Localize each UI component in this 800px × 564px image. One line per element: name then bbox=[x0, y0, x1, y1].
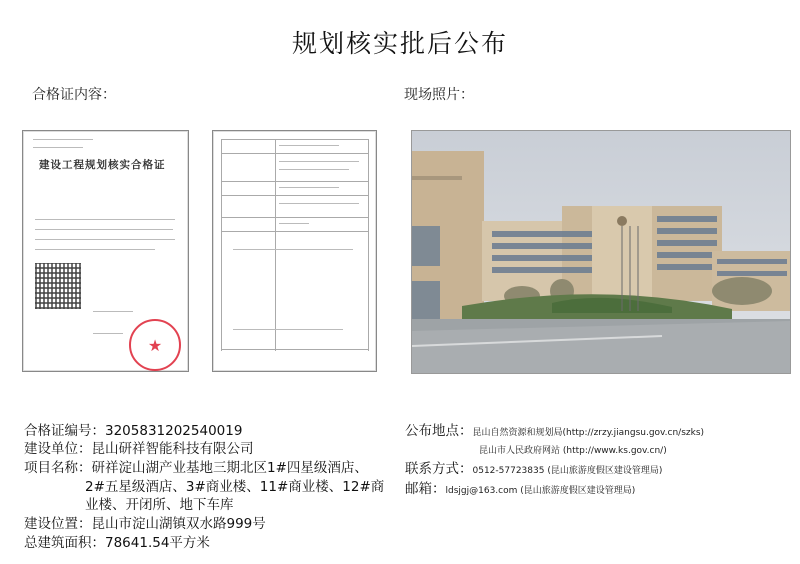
certificate-page-2 bbox=[212, 130, 377, 372]
certificate-number-label: 合格证编号： bbox=[24, 423, 105, 439]
area-row bbox=[24, 534, 210, 552]
location-label: 建设位置： bbox=[24, 516, 92, 532]
certificate-page-1 bbox=[22, 130, 189, 372]
certificate-section-label: 合格证内容： bbox=[32, 87, 116, 103]
qr-code-icon bbox=[35, 263, 81, 309]
page-title: 规划核实批后公布 bbox=[291, 29, 508, 58]
email-label: 邮箱： bbox=[405, 481, 446, 497]
publish-value-line-1: 昆山自然资源和规划局(http://zrzy.jiangsu.gov.cn/szks) bbox=[472, 428, 705, 438]
location-value: 昆山市淀山湖镇双水路999号 bbox=[91, 516, 266, 532]
builder-value: 昆山研祥智能科技有限公司 bbox=[91, 441, 254, 457]
email-value: ldsjgj@163.com (昆山旅游度假区建设管理局) bbox=[445, 486, 636, 496]
email-row bbox=[405, 480, 635, 500]
publish-value-line-2: 昆山市人民政府网站 (http://www.ks.gov.cn/) bbox=[479, 446, 667, 456]
area-label: 总建筑面积： bbox=[24, 535, 105, 551]
photo-section-label: 现场照片： bbox=[404, 87, 474, 103]
builder-row bbox=[24, 440, 254, 458]
project-value-line-1: 研祥淀山湖产业基地三期北区1#四星级酒店、 bbox=[91, 460, 368, 476]
area-value: 78641.54平方米 bbox=[105, 535, 210, 551]
builder-label: 建设单位： bbox=[24, 441, 92, 457]
publish-label: 公布地点： bbox=[405, 423, 473, 439]
project-row bbox=[24, 459, 368, 477]
location-row bbox=[24, 515, 266, 533]
contact-label: 联系方式： bbox=[405, 461, 473, 477]
official-seal-icon: ★ bbox=[129, 319, 181, 371]
certificate-heading: 建设工程规划核实合格证 bbox=[39, 159, 166, 171]
project-value-line-2: 2#五星级酒店、3#商业楼、11#商业楼、12#商 bbox=[85, 479, 385, 495]
contact-phone-value: 0512-57723835 (昆山旅游度假区建设管理局) bbox=[472, 466, 663, 476]
certificate-number-row bbox=[24, 422, 242, 440]
site-photo bbox=[411, 130, 791, 374]
project-label: 项目名称： bbox=[24, 460, 92, 476]
contact-row bbox=[405, 460, 662, 480]
certificate-number-value: 3205831202540019 bbox=[105, 423, 243, 439]
publish-row bbox=[405, 422, 704, 442]
project-value-line-3: 业楼、开闭所、地下车库 bbox=[85, 497, 234, 513]
